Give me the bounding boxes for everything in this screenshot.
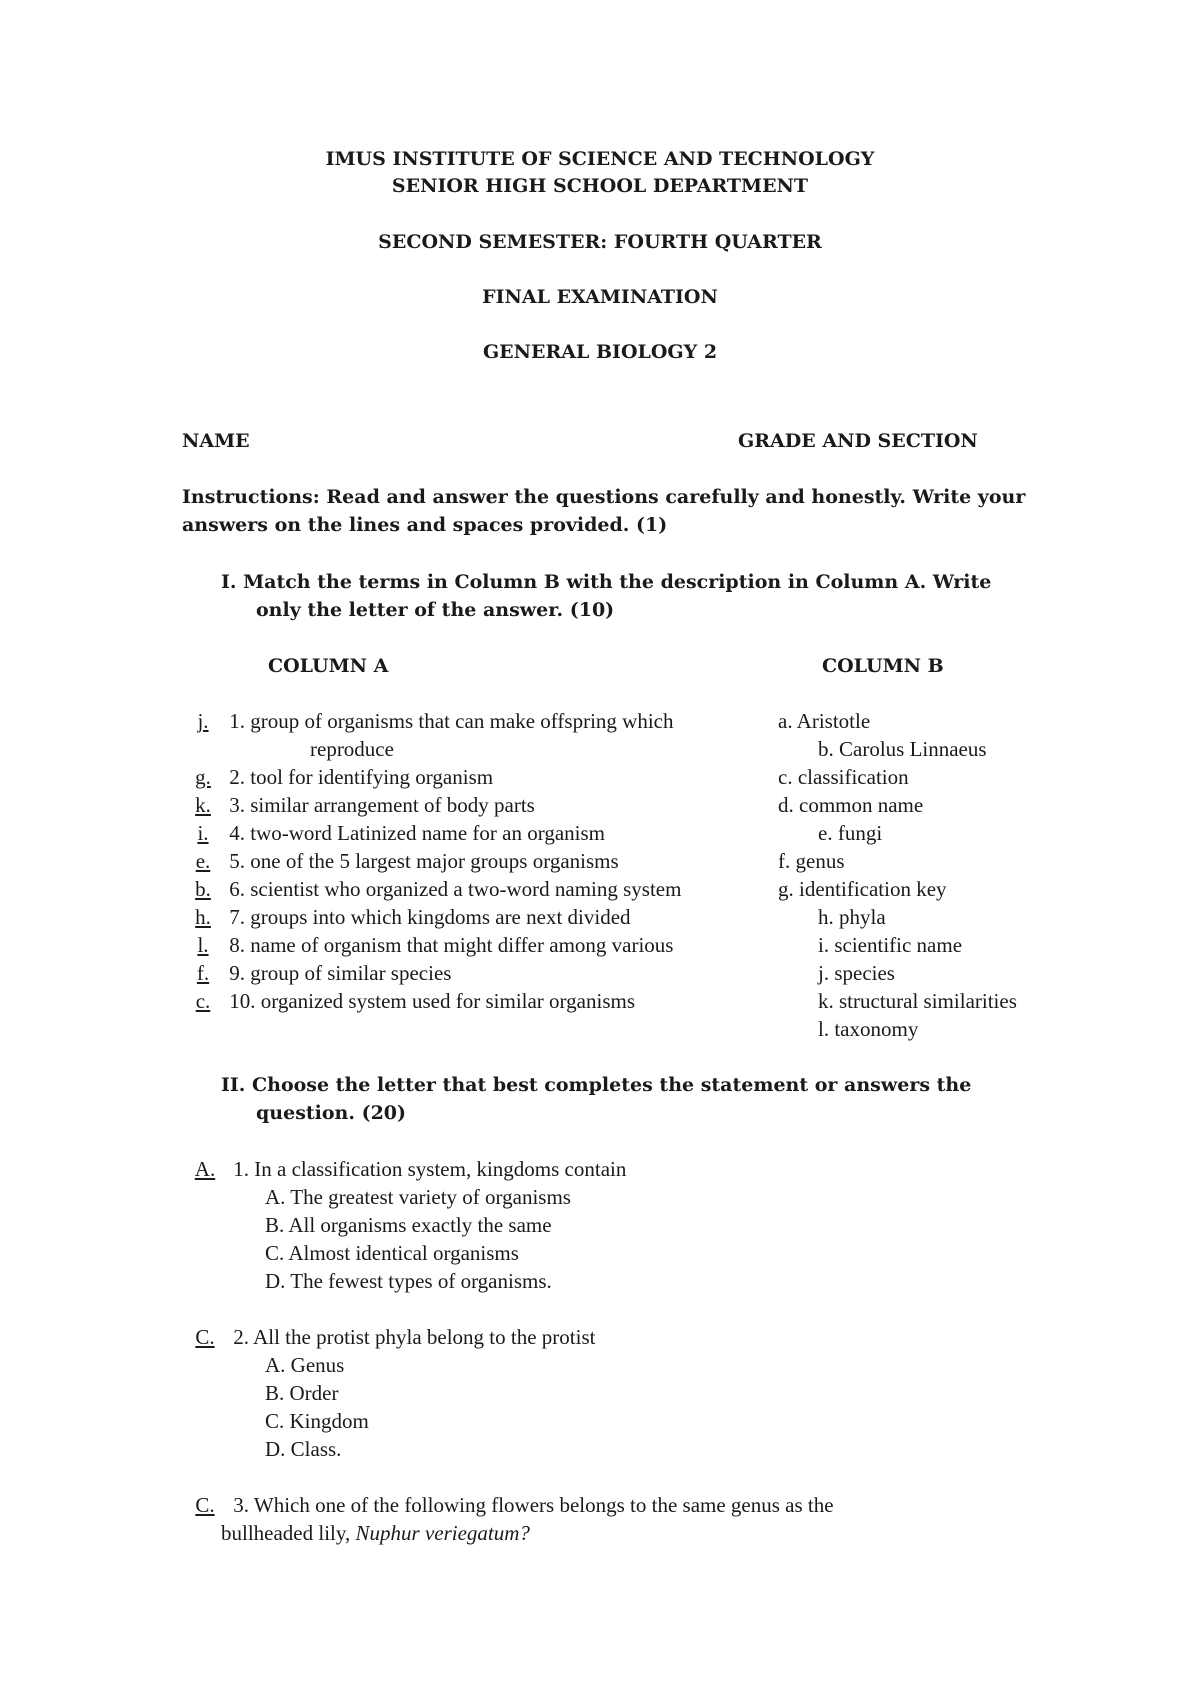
- species-name: Nuphur veriegatum?: [355, 1521, 530, 1545]
- column-b-item: d. common name: [778, 793, 924, 817]
- column-b-item: i. scientific name: [818, 933, 963, 957]
- column-a-item: [182, 989, 635, 1013]
- column-a-item: [182, 877, 681, 901]
- column-a-item: [182, 821, 605, 845]
- column-b-item: k. structural similarities: [818, 989, 1017, 1013]
- column-a-item: [182, 961, 451, 985]
- column-a-header: COLUMN A: [268, 655, 389, 677]
- answer-blank[interactable]: C.: [195, 1493, 215, 1517]
- column-a-item: [182, 905, 631, 929]
- answer-blank[interactable]: j.: [197, 709, 209, 733]
- item-text: 5. one of the 5 largest major groups organisms: [229, 849, 619, 873]
- question-text-continuation: [221, 1521, 530, 1545]
- column-b-item: e. fungi: [818, 821, 883, 845]
- answer-blank[interactable]: g.: [195, 765, 211, 789]
- answer-blank[interactable]: e.: [195, 849, 211, 873]
- answer-blank[interactable]: l.: [197, 933, 209, 957]
- question-text: 2. All the protist phyla belong to the protist: [233, 1325, 596, 1349]
- option-a: A. The greatest variety of organisms: [265, 1185, 571, 1209]
- school-name: IMUS INSTITUTE OF SCIENCE AND TECHNOLOGY: [325, 148, 875, 170]
- question-text: 1. In a classification system, kingdoms contain: [233, 1157, 627, 1181]
- column-b-item: h. phyla: [818, 905, 886, 929]
- item-text: 3. similar arrangement of body parts: [229, 793, 535, 817]
- question-stem: [182, 1325, 595, 1349]
- answer-blank[interactable]: A.: [194, 1157, 216, 1181]
- exam-title: FINAL EXAMINATION: [482, 286, 718, 308]
- answer-blank[interactable]: C.: [195, 1325, 215, 1349]
- column-a-item: [182, 793, 535, 817]
- item-text: 7. groups into which kingdoms are next divided: [229, 905, 631, 929]
- column-b-item: g. identification key: [778, 877, 947, 901]
- column-b-item: f. genus: [778, 849, 845, 873]
- column-a-item: [182, 933, 673, 957]
- part2-title-line-2: question. (20): [256, 1102, 407, 1124]
- item-text: 2. tool for identifying organism: [229, 765, 494, 789]
- column-a-item: [182, 849, 619, 873]
- option-b: B. Order: [265, 1381, 339, 1405]
- item-text: 6. scientist who organized a two-word naming system: [229, 877, 682, 901]
- part2-title-line-1: II. Choose the letter that best completes the statement or answers the: [221, 1074, 972, 1096]
- question-stem: [182, 1157, 626, 1181]
- item-text: 4. two-word Latinized name for an organism: [229, 821, 606, 845]
- option-b: B. All organisms exactly the same: [265, 1213, 552, 1237]
- column-b-item: b. Carolus Linnaeus: [818, 737, 987, 761]
- subject-title: GENERAL BIOLOGY 2: [482, 341, 718, 363]
- item-text: 8. name of organism that might differ among various: [229, 933, 674, 957]
- item-text: 10. organized system used for similar organisms: [229, 989, 635, 1013]
- column-a-item: [182, 765, 493, 789]
- column-a-item: [182, 709, 673, 733]
- instructions-line-1: Instructions: Read and answer the questions carefully and honestly. Write your: [182, 486, 1026, 508]
- item-text-continuation: reproduce: [310, 737, 394, 761]
- name-label: NAME: [182, 430, 250, 452]
- part1-title-line-1: I. Match the terms in Column B with the description in Column A. Write: [221, 571, 992, 593]
- option-d: D. Class.: [265, 1437, 342, 1461]
- part1-title-line-2: only the letter of the answer. (10): [256, 599, 615, 621]
- semester-title: SECOND SEMESTER: FOURTH QUARTER: [378, 231, 822, 253]
- answer-blank[interactable]: f.: [196, 961, 210, 985]
- column-b-item: c. classification: [778, 765, 909, 789]
- grade-section-label: GRADE AND SECTION: [738, 430, 978, 452]
- column-b-header: COLUMN B: [822, 655, 944, 677]
- column-b-item: l. taxonomy: [818, 1017, 919, 1041]
- department-name: SENIOR HIGH SCHOOL DEPARTMENT: [391, 175, 809, 197]
- column-b-item: j. species: [818, 961, 895, 985]
- question-stem: [182, 1493, 834, 1517]
- question-text: 3. Which one of the following flowers belongs to the same genus as the: [233, 1493, 834, 1517]
- column-b-item: a. Aristotle: [778, 709, 871, 733]
- item-text: 9. group of similar species: [229, 961, 452, 985]
- option-c: C. Almost identical organisms: [265, 1241, 519, 1265]
- answer-blank[interactable]: c.: [195, 989, 211, 1013]
- option-d: D. The fewest types of organisms.: [265, 1269, 552, 1293]
- answer-blank[interactable]: h.: [195, 905, 211, 929]
- instructions-line-2: answers on the lines and spaces provided. (1): [182, 514, 668, 536]
- answer-blank[interactable]: k.: [195, 793, 211, 817]
- option-a: A. Genus: [265, 1353, 345, 1377]
- answer-blank[interactable]: b.: [195, 877, 211, 901]
- question-cont-text: bullheaded lily,: [221, 1521, 356, 1545]
- item-text: 1. group of organisms that can make offspring which: [229, 709, 674, 733]
- answer-blank[interactable]: i.: [197, 821, 209, 845]
- option-c: C. Kingdom: [265, 1409, 369, 1433]
